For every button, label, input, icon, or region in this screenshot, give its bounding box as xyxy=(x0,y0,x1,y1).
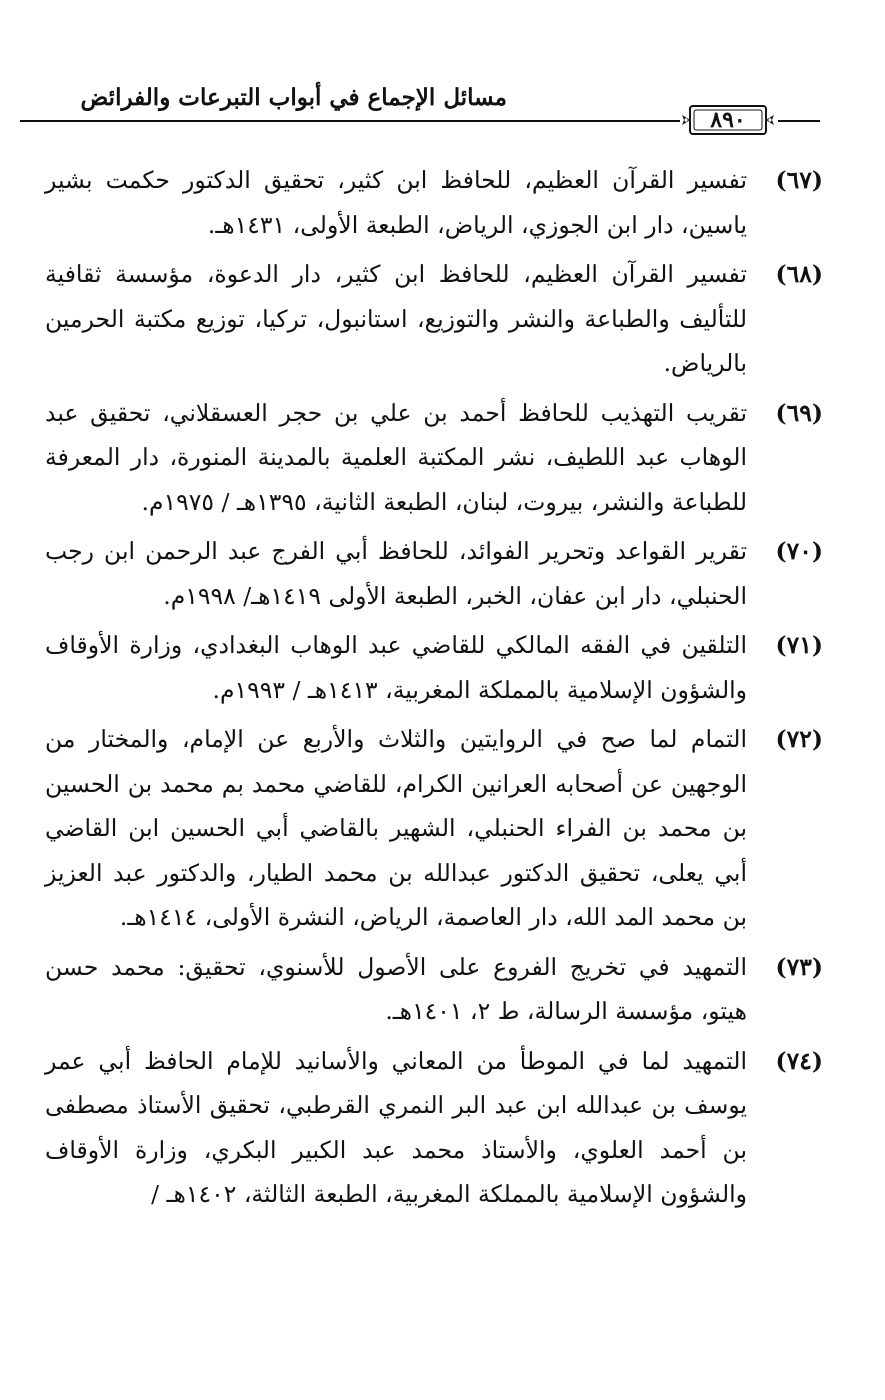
header-rule-left xyxy=(20,120,680,122)
bibliography-entry xyxy=(45,252,823,386)
entry-number: (٧٣) xyxy=(775,952,823,981)
bibliography-entry xyxy=(45,158,823,247)
bibliography-list xyxy=(45,158,823,1222)
running-title: مسائل الإجماع في أبواب التبرعات والفرائض xyxy=(80,84,507,111)
entry-text: التمام لما صح في الروايتين والثلاث والأربع عن الإمام، والمختار من الوجهين عن أصحابه العرانين الكرام، للقاضي محمد بم محمد بن الحسين بن محمد بن الفراء الحنبلي، الشهير بالقاضي أبي الحسين ابن القاضي أبي يعلى، تحقيق الدكتور عبدالله بن محمد الطيار، والدكتور عبد العزيز بن محمد المد الله، دار العاصمة، الرياض، النشرة الأولى، ١٤١٤هـ. xyxy=(45,725,747,931)
entry-number: (٦٨) xyxy=(775,260,823,288)
entry-text: تقريب التهذيب للحافظ أحمد بن علي بن حجر العسقلاني، تحقيق عبد الوهاب عبد اللطيف، نشر المكتبة العلمية بالمدينة المنورة، دار المعرفة للطباعة والنشر، بيروت، لبنان، الطبعة الثانية، ١٣٩٥هـ / ١٩٧٥م. xyxy=(45,398,747,516)
entry-text: تفسير القرآن العظيم، للحافظ ابن كثير، تحقيق الدكتور حكمت بشير ياسين، دار ابن الجوزي، الرياض، الطبعة الأولى، ١٤٣١هـ. xyxy=(45,166,747,239)
entry-text: التمهيد لما في الموطأ من المعاني والأسانيد للإمام الحافظ أبي عمر يوسف بن عبدالله ابن عبد البر النمري القرطبي، تحقيق الأستاذ مصطفى بن أحمد العلوي، والأستاذ محمد عبد الكبير البكري، وزارة الأوقاف والشؤون الإسلامية بالمملكة المغربية، الطبعة الثالثة، ١٤٠٢هـ / xyxy=(45,1046,747,1208)
entry-number: (٧٤) xyxy=(775,1046,823,1075)
entry-number: (٧٠) xyxy=(775,537,823,565)
bibliography-entry xyxy=(45,1039,823,1217)
entry-number: (٧٢) xyxy=(775,725,823,753)
page-header xyxy=(0,0,885,150)
entry-text: التمهيد في تخريج الفروع على الأصول للأسنوي، تحقيق: محمد حسن هيتو، مؤسسة الرسالة، ط ٢، ١٤٠١هـ. xyxy=(45,952,747,1025)
bibliography-entry xyxy=(45,717,823,940)
entry-text: تفسير القرآن العظيم، للحافظ ابن كثير، دار الدعوة، مؤسسة ثقافية للتأليف والطباعة والنشر والتوزيع، استانبول، تركيا، توزيع مكتبة الحرمين بالرياض. xyxy=(45,260,747,377)
header-rule-right xyxy=(778,120,820,122)
entry-number: (٦٩) xyxy=(775,398,823,427)
page-number: ٨٩٠ xyxy=(710,107,746,133)
page-number-frame xyxy=(680,103,776,137)
bibliography-entry xyxy=(45,391,823,525)
entry-number: (٧١) xyxy=(775,631,823,659)
entry-text: التلقين في الفقه المالكي للقاضي عبد الوهاب البغدادي، وزارة الأوقاف والشؤون الإسلامية بالمملكة المغربية، ١٤١٣هـ / ١٩٩٣م. xyxy=(45,631,747,704)
entry-number: (٦٧) xyxy=(775,166,823,194)
entry-text: تقرير القواعد وتحرير الفوائد، للحافظ أبي الفرج عبد الرحمن ابن رجب الحنبلي، دار ابن عفان، الخبر، الطبعة الأولى ١٤١٩هـ/ ١٩٩٨م. xyxy=(45,537,747,610)
bibliography-entry xyxy=(45,945,823,1034)
bibliography-entry xyxy=(45,529,823,618)
bibliography-entry xyxy=(45,623,823,712)
